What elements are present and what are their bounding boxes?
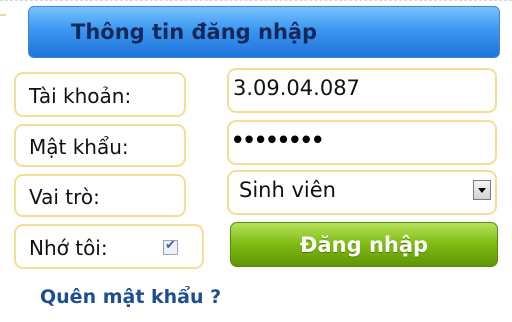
login-panel-header xyxy=(28,6,500,58)
left-accent-line xyxy=(0,14,6,16)
remember-label: Nhớ tôi: xyxy=(29,236,108,260)
remember-checkbox[interactable] xyxy=(163,240,178,255)
panel-title: Thông tin đăng nhập xyxy=(71,20,318,44)
chevron-down-icon[interactable] xyxy=(473,180,491,200)
remember-label-box xyxy=(14,224,204,269)
role-select[interactable] xyxy=(227,170,497,215)
forgot-password-link[interactable]: Quên mật khẩu ? xyxy=(40,286,222,308)
account-label-box xyxy=(14,72,186,117)
login-button[interactable] xyxy=(230,222,498,267)
password-label: Mật khẩu: xyxy=(29,135,129,159)
account-value: 3.09.04.087 xyxy=(233,76,360,100)
role-selected-value: Sinh viên xyxy=(239,178,336,202)
top-dashed-divider xyxy=(0,0,512,3)
password-input[interactable] xyxy=(227,120,497,165)
account-input[interactable] xyxy=(227,68,497,113)
password-label-box xyxy=(14,124,186,167)
password-mask: •••••••• xyxy=(231,128,323,152)
role-label: Vai trò: xyxy=(29,185,100,209)
checkmark-icon: ✔ xyxy=(165,238,176,253)
account-label: Tài khoản: xyxy=(29,84,132,108)
role-label-box xyxy=(14,174,186,217)
login-button-label: Đăng nhập xyxy=(299,233,429,257)
